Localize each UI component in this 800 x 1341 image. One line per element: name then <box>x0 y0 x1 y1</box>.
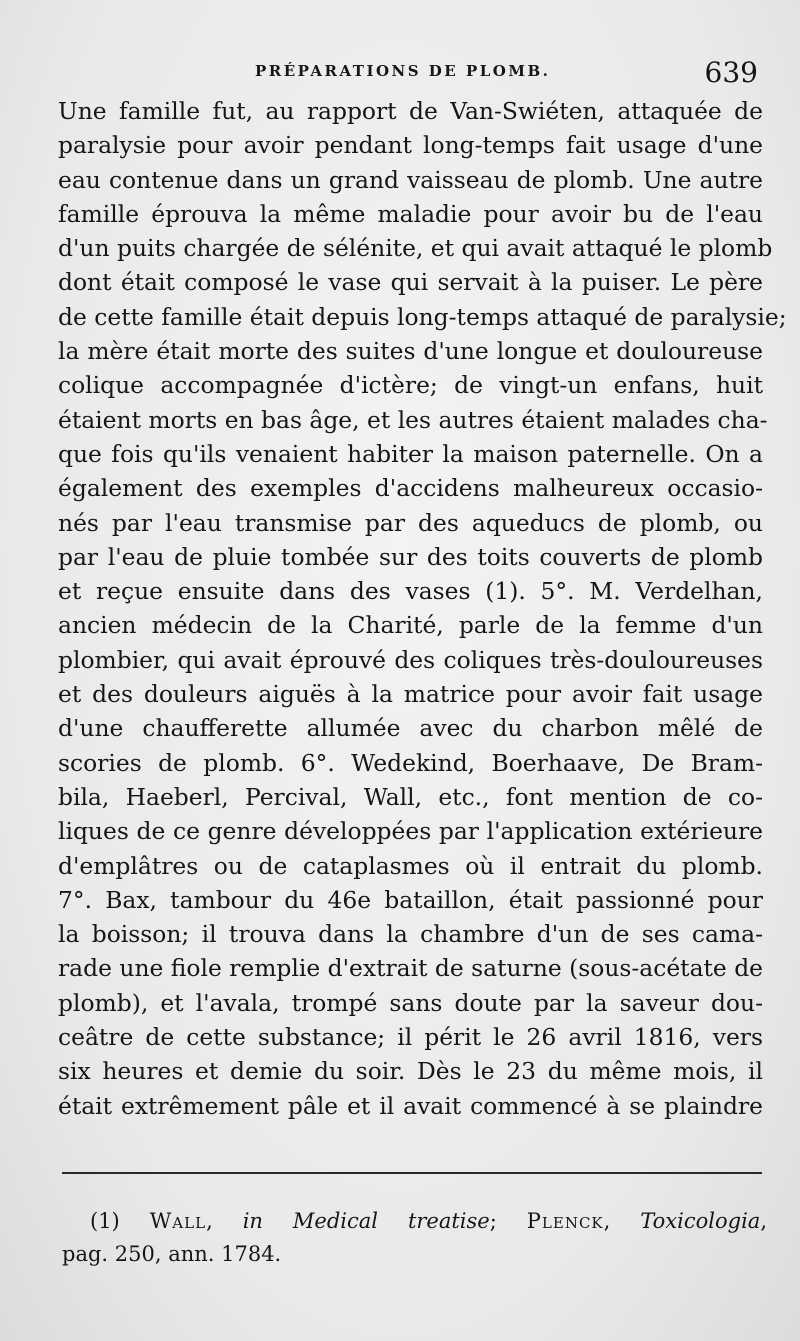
footnote <box>62 1205 767 1271</box>
text-line: dont était composé le vase qui servait à la puiser. Le père <box>58 268 763 297</box>
text-line: et reçue ensuite dans des vases (1). 5°. M. Verdelhan, <box>58 577 763 606</box>
footnote-work: Toxicologia <box>640 1209 761 1233</box>
text-line: rade une fiole remplie d'extrait de saturne (sous-acétate de <box>58 954 764 983</box>
text-line: ancien médecin de la Charité, parle de la femme d'un <box>58 611 763 640</box>
body-text <box>58 94 787 1123</box>
text-line: bila, Haeberl, Percival, Wall, etc., font mention de co- <box>58 782 763 811</box>
text-line: d'emplâtres ou de cataplasmes où il entrait du plomb. <box>58 851 763 880</box>
footnote-author: Plenck <box>526 1209 604 1233</box>
text-line: que fois qu'ils venaient habiter la maison paternelle. On a <box>58 439 763 468</box>
text-line: plomb), et l'avala, trompé sans doute par la saveur dou- <box>58 988 763 1017</box>
text-line: de cette famille était depuis long-temps attaqué de paralysie; <box>58 302 787 331</box>
text-line: eau contenue dans un grand vaisseau de plomb. Une autre <box>58 165 763 194</box>
text-line: nés par l'eau transmise par des aqueducs de plomb, ou <box>58 508 763 537</box>
text-line: ceâtre de cette substance; il périt le 26 avril 1816, vers <box>58 1023 763 1052</box>
text-line: paralysie pour avoir pendant long-temps fait usage d'une <box>58 131 763 160</box>
text-line: également des exemples d'accidens malheureux occasio- <box>58 474 763 503</box>
text-line: la boisson; il trouva dans la chambre d'un de ses cama- <box>58 920 763 949</box>
text-line: était extrêmement pâle et il avait commencé à se plaindre <box>58 1091 763 1120</box>
text-line: scories de plomb. 6°. Wedekind, Boerhaave, De Bram- <box>58 748 763 777</box>
footnote-marker: (1) <box>90 1209 120 1233</box>
text-line: la mère était morte des suites d'une longue et douloureuse <box>58 337 763 366</box>
text-line: plombier, qui avait éprouvé des coliques très-douloureuses <box>58 645 763 674</box>
footnote-line: (1) Wall, in Medical treatise; Plenck, Toxicologia, <box>90 1209 767 1233</box>
page-number: 639 <box>704 56 758 89</box>
footnote-rule <box>62 1172 762 1174</box>
footnote-line: pag. 250, ann. 1784. <box>62 1242 282 1266</box>
text-line: d'une chaufferette allumée avec du charbon mêlé de <box>58 714 763 743</box>
text-line: Une famille fut, au rapport de Van-Swiéten, attaquée de <box>58 97 763 125</box>
text-line: 7°. Bax, tambour du 46e bataillon, était passionné pour <box>58 885 763 914</box>
text-line: colique accompagnée d'ictère; de vingt-un enfans, huit <box>58 371 763 400</box>
text-line: et des douleurs aiguës à la matrice pour avoir fait usage <box>58 680 763 709</box>
text-line: liques de ce genre développées par l'application extérieure <box>58 817 763 846</box>
text-line: par l'eau de pluie tombée sur des toits couverts de plomb <box>58 542 763 571</box>
footnote-author: Wall <box>149 1209 207 1233</box>
running-title: PRÉPARATIONS DE PLOMB. <box>255 62 551 80</box>
text-line: six heures et demie du soir. Dès le 23 du même mois, il <box>58 1057 763 1086</box>
text-line: d'un puits chargée de sélénite, et qui avait attaqué le plomb <box>58 234 773 263</box>
footnote-work: in Medical treatise <box>242 1209 490 1233</box>
text-line: famille éprouva la même maladie pour avoir bu de l'eau <box>58 199 763 228</box>
text-line: étaient morts en bas âge, et les autres étaient malades cha- <box>58 405 768 434</box>
page-header <box>60 56 770 90</box>
